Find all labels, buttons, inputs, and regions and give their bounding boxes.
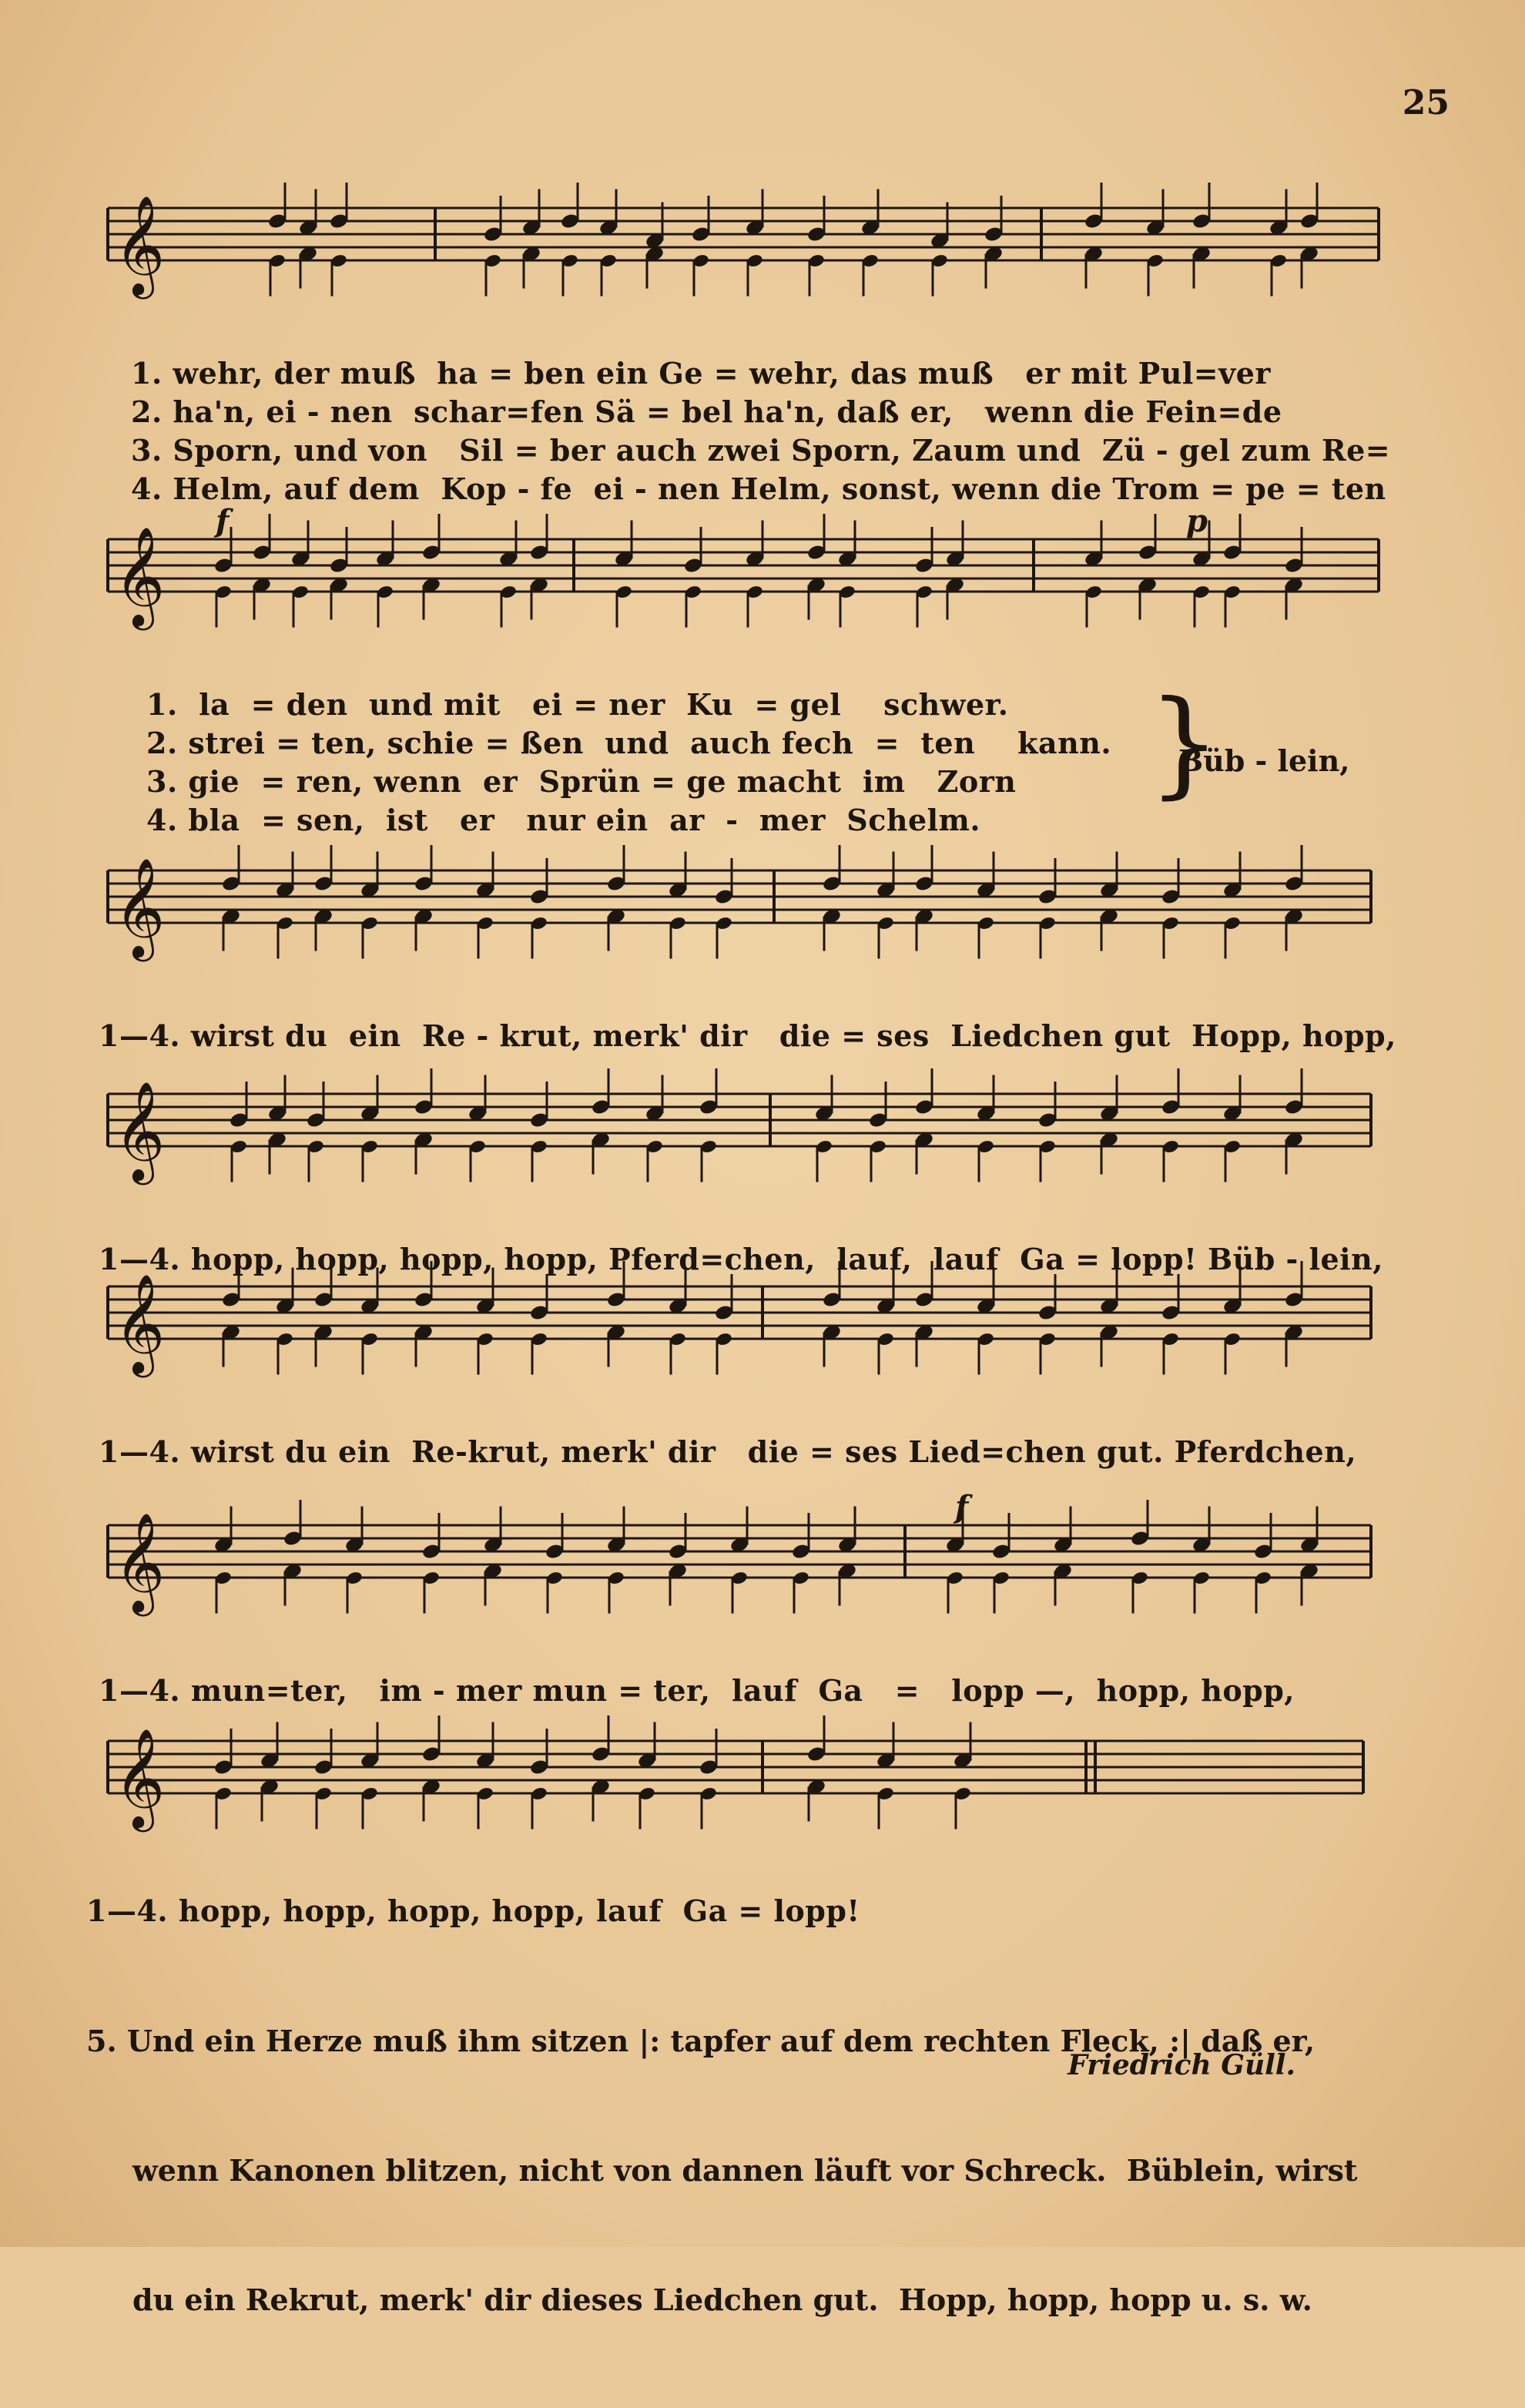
treble-clef: 𝄞: [114, 1728, 166, 1828]
lyric-line: 4. Helm, auf dem Kop - fe ei - nen Helm, sonst, wenn die Trom = pe = ten: [131, 471, 1386, 506]
lyric-line: 1. wehr, der muß ha = ben ein Ge = wehr, das muß er mit Pul=ver: [131, 356, 1271, 391]
verse-line: 5. Und ein Herze muß ihm sitzen |: tapfer auf dem rechten Fleck, :| daß er,: [86, 2024, 1316, 2058]
lyric-line: 1—4. wirst du ein Re - krut, merk' dir die = ses Liedchen gut Hopp, hopp,: [99, 1018, 1396, 1053]
dynamic-marking: f: [955, 1489, 969, 1525]
lyric-line: 3. Sporn, und von Sil = ber auch zwei Sporn, Zaum und Zü - gel zum Re=: [131, 433, 1391, 468]
lyric-line: 1—4. wirst du ein Re-krut, merk' dir die = ses Lied=chen gut. Pferdchen,: [99, 1434, 1357, 1469]
verse-line: wenn Kanonen blitzen, nicht von dannen läuft vor Schreck. Büblein, wirst: [132, 2153, 1358, 2188]
music-staff: [0, 503, 1525, 678]
verse-line: du ein Rekrut, merk' dir dieses Liedchen gut. Hopp, hopp, hopp u. s. w.: [132, 2282, 1312, 2317]
music-staff: [0, 1271, 1525, 1425]
author-signature: Friedrich Güll.: [1068, 2049, 1295, 2081]
page-number: 25: [1402, 83, 1450, 122]
lyric-line: 1—4. mun=ter, im - mer mun = ter, lauf Ga = lopp —, hopp, hopp,: [99, 1673, 1295, 1708]
treble-clef: 𝄞: [114, 1512, 166, 1612]
brace-label: Büb - lein,: [1178, 743, 1350, 778]
lyric-line: 1—4. hopp, hopp, hopp, hopp, Pferd=chen, lauf, lauf Ga = lopp! Büb - lein,: [99, 1242, 1383, 1276]
treble-clef: 𝄞: [114, 1081, 166, 1181]
music-staff: [0, 1489, 1525, 1664]
treble-clef: 𝄞: [114, 1273, 166, 1373]
lyric-line: 1. la = den und mit ei = ner Ku = gel schwer.: [146, 687, 1009, 722]
lyric-line: 1—4. hopp, hopp, hopp, hopp, lauf Ga = lopp!: [86, 1893, 860, 1928]
music-staff: [0, 1078, 1525, 1233]
treble-clef: 𝄞: [114, 195, 166, 295]
dynamic-marking: f: [216, 503, 230, 539]
lyric-line: 4. bla = sen, ist er nur ein ar - mer Schelm.: [146, 803, 981, 837]
verse-brace: }: [1148, 676, 1222, 810]
treble-clef: 𝄞: [114, 857, 166, 957]
dynamic-marking: p: [1186, 503, 1208, 539]
lyric-line: 2. strei = ten, schie = ßen und auch fech = ten kann.: [146, 726, 1112, 760]
lyric-line: 2. ha'n, ei - nen schar=fen Sä = bel ha'n, daß er, wenn die Fein=de: [131, 394, 1282, 429]
music-staff: [0, 1726, 1525, 1880]
music-staff: [0, 193, 1525, 347]
music-staff: [0, 855, 1525, 1009]
treble-clef: 𝄞: [114, 526, 166, 626]
lyric-line: 3. gie = ren, wenn er Sprün = ge macht im Zorn: [146, 764, 1017, 799]
verse-5: [86, 1933, 1396, 2408]
